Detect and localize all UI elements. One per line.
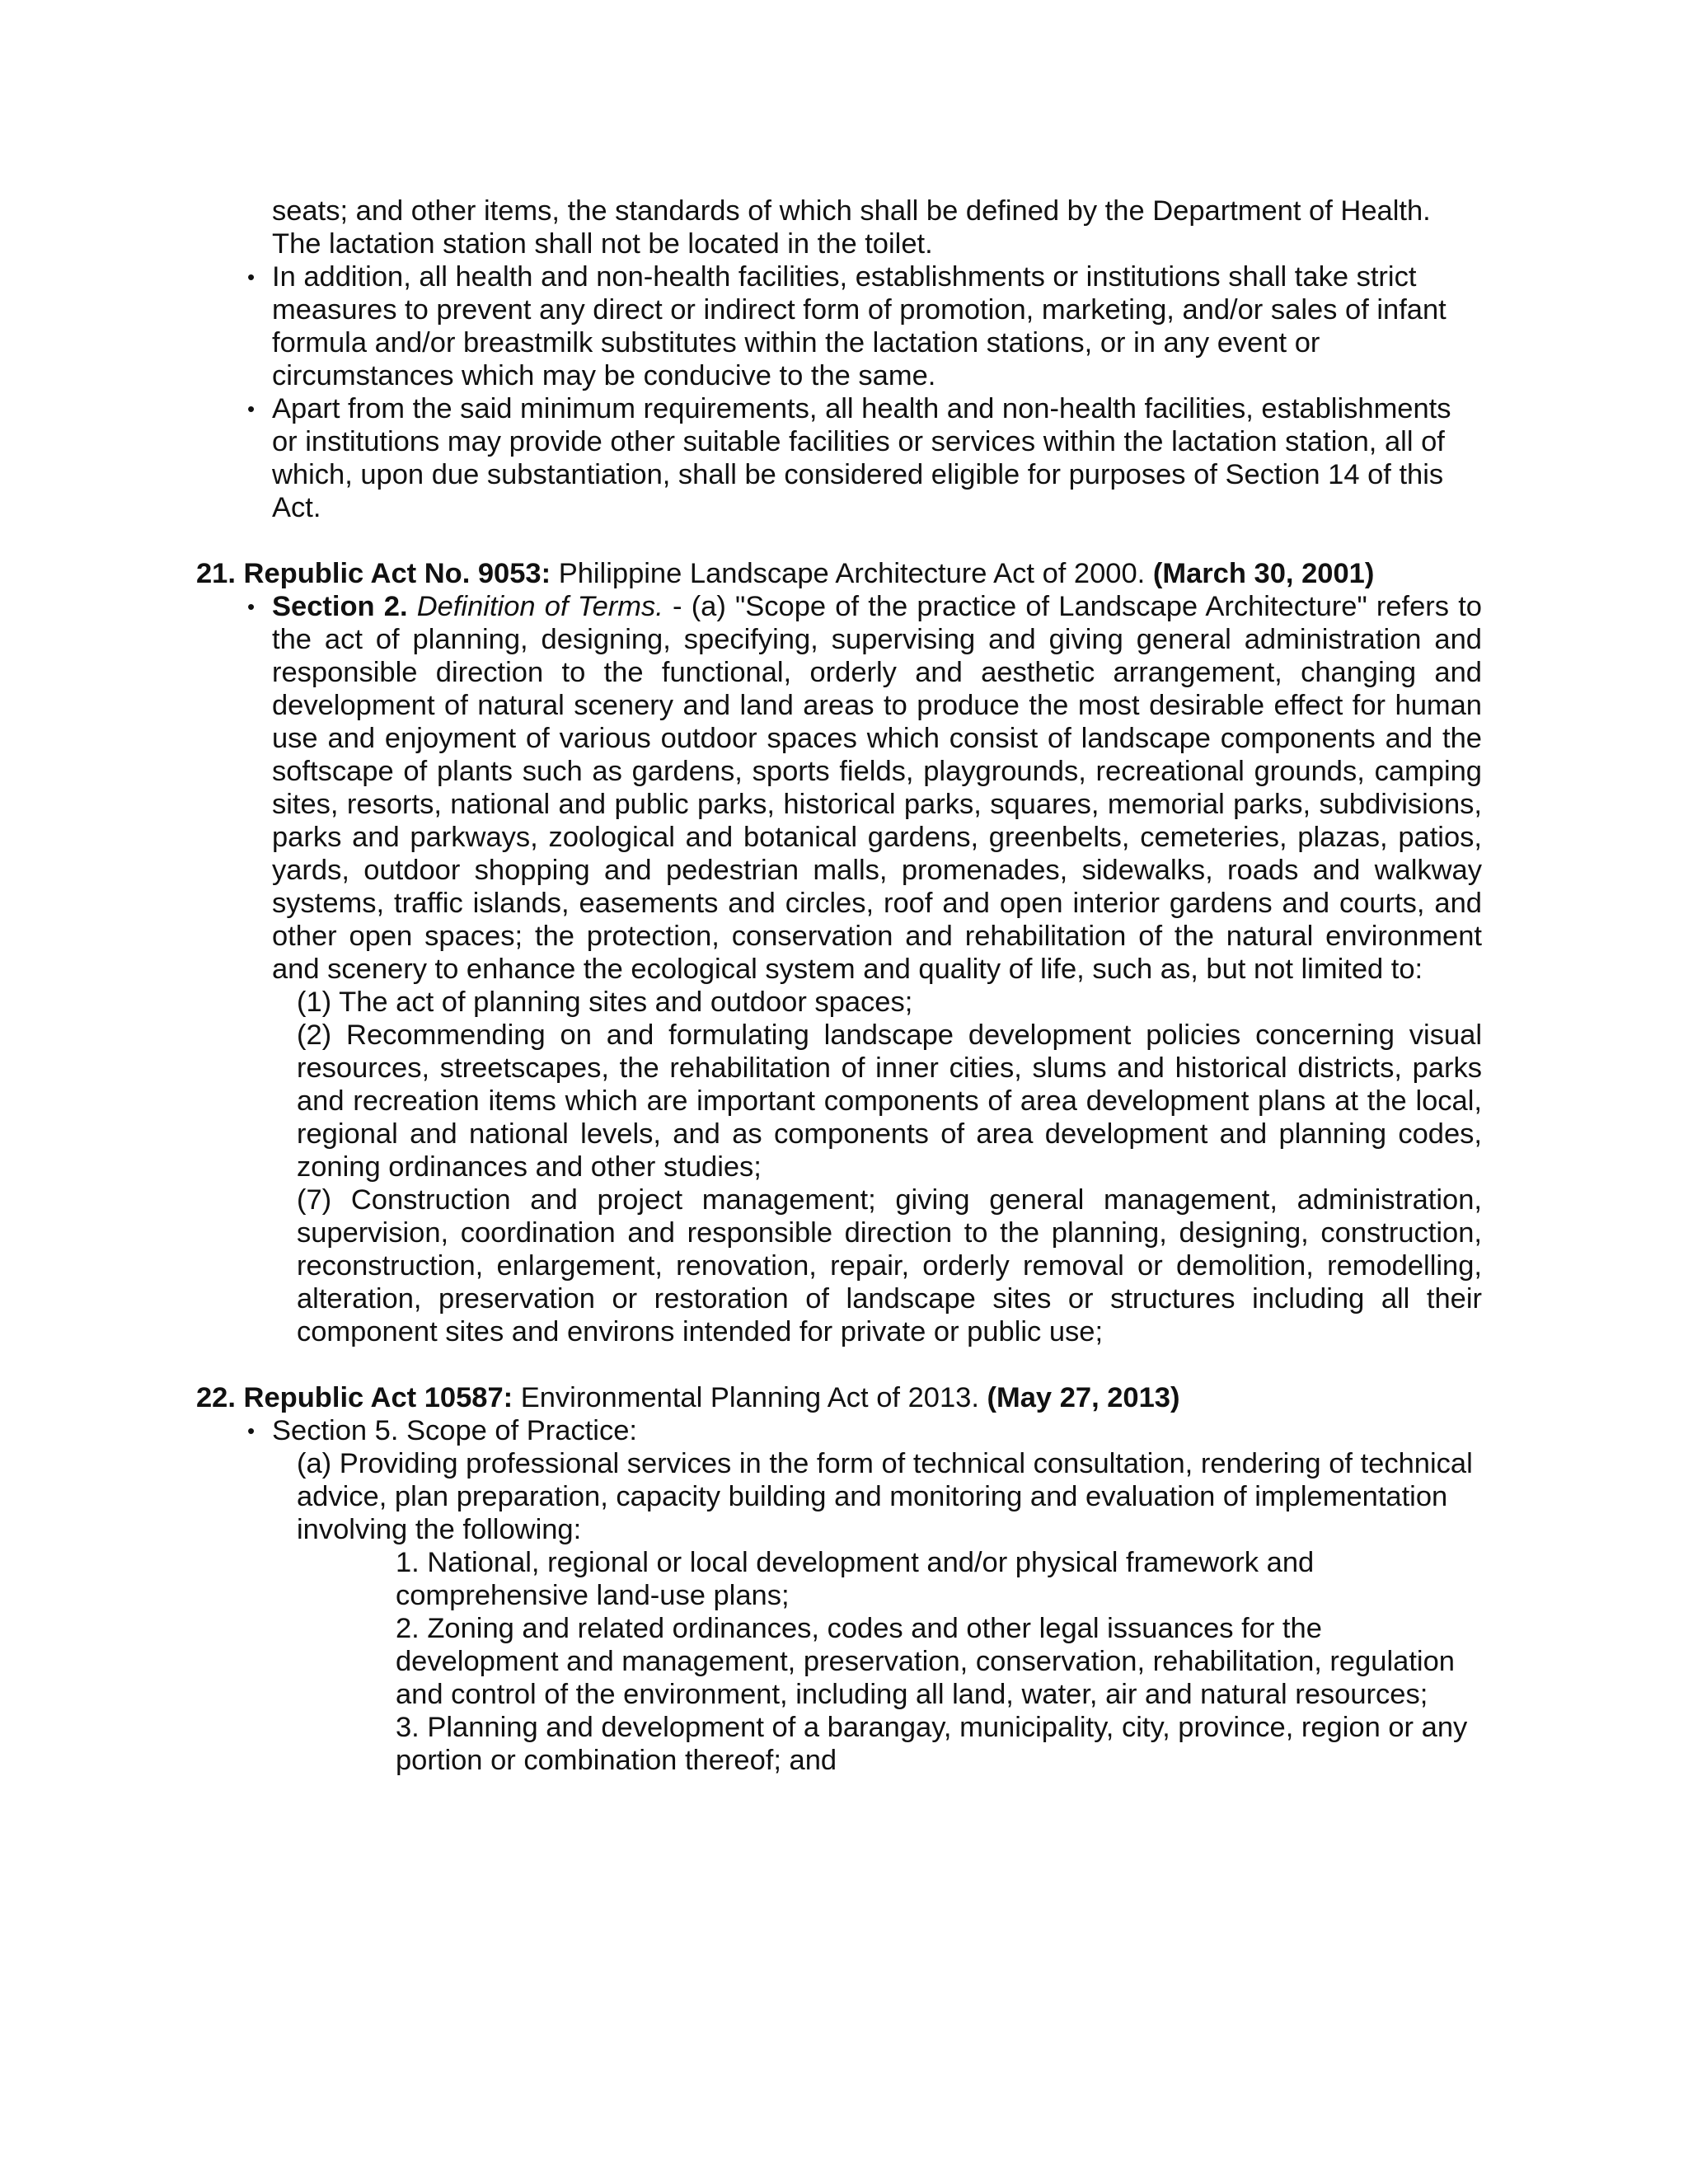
bullet-item <box>196 590 1482 986</box>
item-22-title: 22. Republic Act 10587: <box>196 1382 513 1413</box>
item-21-date: (March 30, 2001) <box>1152 558 1375 589</box>
item-21-title: 21. Republic Act No. 9053: <box>196 558 551 589</box>
clause-a: (a) Providing professional services in the form of technical consultation, rendering of technical advice, plan preparation, capacity building and monitoring and evaluation of implementation involving the following: <box>297 1448 1473 1545</box>
item-21-description: Philippine Landscape Architecture Act of 2000. <box>551 558 1153 589</box>
item-21-bullet-list <box>196 590 1482 986</box>
section-text: - (a) "Scope of the practice of Landscape Architecture" refers to the act of planning, designing, specifying, supervising and giving general administration and responsible direction to the functional, orderly and aesthetic arrangement, changing and development of natural scenery and land areas to produce the most desirable effect for human use and enjoyment of various outdoor spaces which consist of landscape components and the softscape of plants such as gardens, sports fields, playgrounds, recreational grounds, camping sites, resorts, national and public parks, historical parks, squares, memorial parks, subdivisions, parks and parkways, zoological and botanical gardens, greenbelts, cemeteries, plazas, patios, yards, outdoor shopping and pedestrian malls, promenades, sidewalks, roads and walkway systems, traffic islands, easements and circles, roof and open interior gardens and courts, and other open spaces; the protection, conservation and rehabilitation of the natural environment and scenery to enhance the ecological system and quality of life, such as, but not limited to: <box>272 591 1482 985</box>
item-21-heading <box>196 557 1482 590</box>
item-22-date: (May 27, 2013) <box>987 1382 1180 1413</box>
item-22-heading <box>196 1381 1482 1414</box>
clause: (2) Recommending on and formulating landscape development policies concerning visual resources, streetscapes, the rehabilitation of inner cities, slums and historical districts, parks and recreation items which are important components of area development plans at the local, regional and national levels, and as components of area development and planning codes, zoning ordinances and other studies; <box>297 1019 1482 1183</box>
clause: (1) The act of planning sites and outdoor spaces; <box>297 987 913 1018</box>
numbered-item: 2. Zoning and related ordinances, codes and other legal issuances for the development and management, preservation, conservation, rehabilitation, regulation and control of the environment, including all land, water, air and natural resources; <box>396 1613 1455 1710</box>
numbered-item: 1. National, regional or local development and/or physical framework and comprehensive land-use plans; <box>396 1547 1315 1611</box>
continuation-bullet-list <box>196 260 1482 524</box>
item-22-description: Environmental Planning Act of 2013. <box>513 1382 987 1413</box>
item-22-bullet-list <box>196 1414 1482 1447</box>
bullet-item: • In addition, all health and non-health facilities, establishments or institutions shall take strict measures to prevent any direct or indirect form of promotion, marketing, and/or sales of infant formula and/or breastmilk substitutes within the lactation stations, or in any event or circumstances which may be conducive to the same. <box>196 260 1482 392</box>
continuation-text: seats; and other items, the standards of which shall be defined by the Department of Health. The lactation station shall not be located in the toilet. <box>272 195 1431 260</box>
item-21 <box>196 557 1482 1348</box>
bullet-item: • Apart from the said minimum requirements, all health and non-health facilities, establishments or institutions may provide other suitable facilities or services within the lactation station, all of which, upon due substantiation, shall be considered eligible for purposes of Section 14 of this Act. <box>196 392 1482 524</box>
section-label: Section 2. <box>272 591 408 622</box>
document-page <box>196 194 1482 1777</box>
section-title: Definition of Terms. <box>416 591 663 622</box>
bullet-item: • Section 5. Scope of Practice: <box>196 1414 1482 1447</box>
numbered-item: 3. Planning and development of a barangay, municipality, city, province, region or any portion or combination thereof; and <box>396 1712 1468 1776</box>
clause: (7) Construction and project management; giving general management, administration, supervision, coordination and responsible direction to the planning, designing, construction, reconstruction, enlargement, renovation, repair, orderly removal or demolition, remodelling, alteration, preservation or restoration of landscape sites or structures including all their component sites and environs intended for private or public use; <box>297 1184 1482 1347</box>
item-22 <box>196 1381 1482 1777</box>
